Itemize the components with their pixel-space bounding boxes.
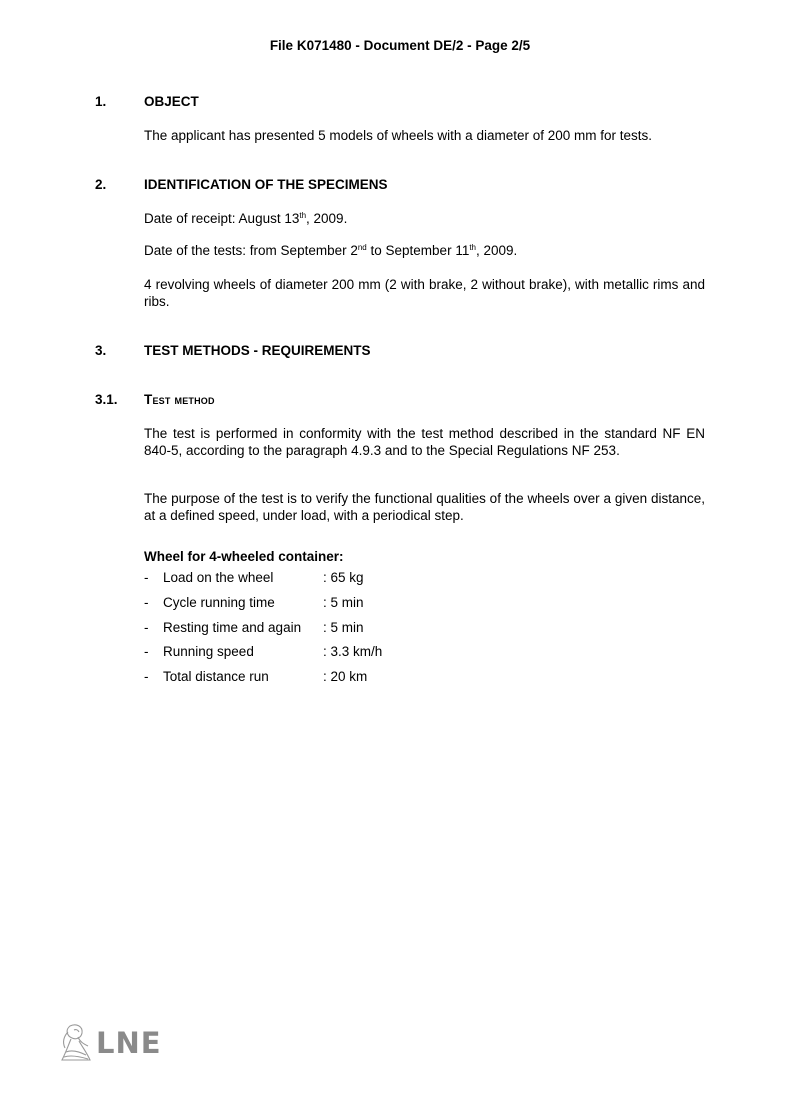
lne-logo bbox=[56, 1022, 166, 1064]
section-1-title: OBJECT bbox=[144, 94, 199, 109]
spec-value: : 65 kg bbox=[323, 570, 364, 585]
specimens-text: 4 revolving wheels of diameter 200 mm (2 with brake, 2 without brake), with metallic rims and ribs. bbox=[144, 277, 705, 309]
receipt-date-suffix: , 2009. bbox=[306, 211, 348, 226]
spec-label: Running speed bbox=[163, 644, 254, 659]
object-text: The applicant has presented 5 models of wheels with a diameter of 200 mm for tests. bbox=[144, 128, 653, 143]
spec-label: Load on the wheel bbox=[163, 570, 274, 585]
spec-value: : 5 min bbox=[323, 595, 364, 610]
test-dates-sup1: nd bbox=[357, 243, 367, 252]
spec-label: Resting time and again bbox=[163, 620, 302, 635]
spec-dash: - bbox=[144, 669, 149, 684]
section-3-1-number: 3.1. bbox=[95, 392, 118, 407]
spec-dash: - bbox=[144, 644, 149, 659]
spec-label: Total distance run bbox=[163, 669, 269, 684]
test-dates-mid: to September 11 bbox=[366, 243, 470, 258]
section-2-title: IDENTIFICATION OF THE SPECIMENS bbox=[144, 177, 388, 192]
marianne-figure-icon bbox=[56, 1022, 94, 1064]
test-dates-prefix: Date of the tests: from September 2 bbox=[144, 243, 358, 258]
spec-value: : 3.3 km/h bbox=[323, 644, 383, 659]
spec-value: : 5 min bbox=[323, 620, 364, 635]
section-3-number: 3. bbox=[95, 343, 107, 358]
spec-label: Cycle running time bbox=[163, 595, 275, 610]
test-dates-suffix: , 2009. bbox=[476, 243, 518, 258]
spec-dash: - bbox=[144, 620, 149, 635]
receipt-date bbox=[144, 210, 705, 227]
section-2-number: 2. bbox=[95, 177, 107, 192]
section-3-1-title: Test method bbox=[144, 392, 215, 407]
receipt-date-sup: th bbox=[299, 211, 307, 220]
section-3-title: TEST METHODS - REQUIREMENTS bbox=[144, 343, 371, 358]
test-dates bbox=[144, 242, 705, 259]
spec-value: : 20 km bbox=[323, 669, 368, 684]
spec-dash: - bbox=[144, 570, 149, 585]
test-purpose-paragraph: The purpose of the test is to verify the functional qualities of the wheels over a given distance, at a defined speed, under load, with a periodical step. bbox=[144, 491, 705, 523]
logo-text: LNE bbox=[96, 1026, 162, 1060]
spec-dash: - bbox=[144, 595, 149, 610]
receipt-date-prefix: Date of receipt: August 13 bbox=[144, 211, 300, 226]
wheel-spec-title: Wheel for 4-wheeled container: bbox=[144, 549, 344, 564]
page-header: File K071480 - Document DE/2 - Page 2/5 bbox=[269, 38, 531, 53]
test-method-paragraph: The test is performed in conformity with the test method described in the standard NF EN 840-5, according to the paragraph 4.9.3 and to the Special Regulations NF 253. bbox=[144, 426, 705, 458]
test-dates-sup2: th bbox=[469, 243, 476, 252]
section-1-number: 1. bbox=[95, 94, 107, 109]
